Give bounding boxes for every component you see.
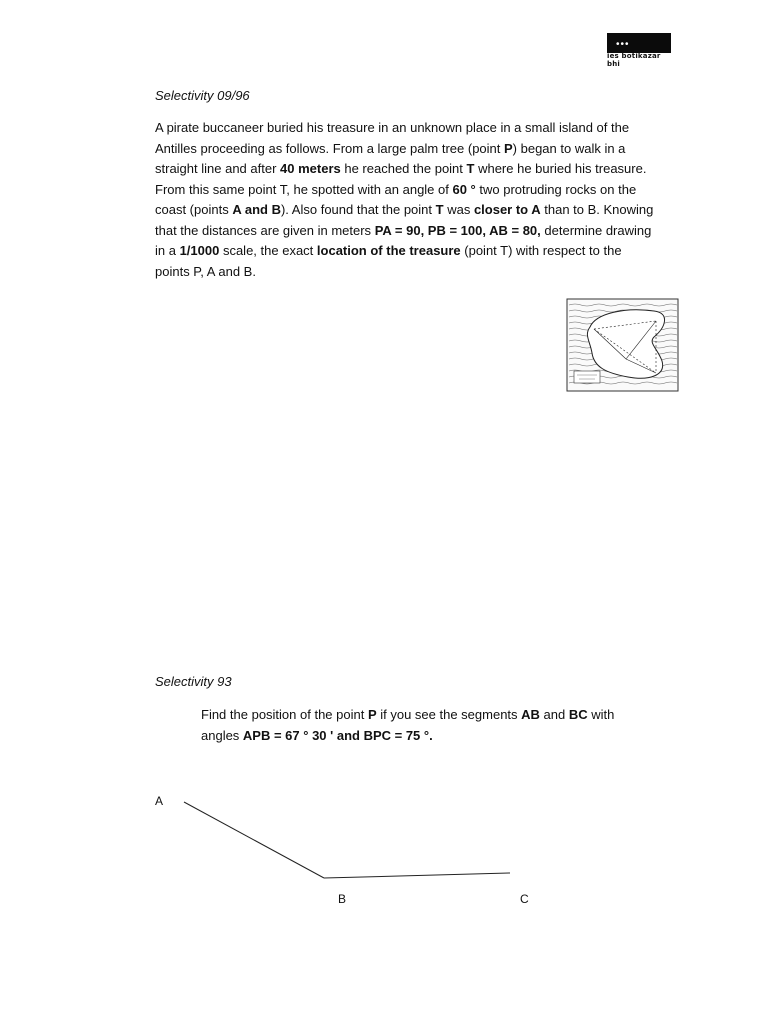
bold-run: P xyxy=(504,140,513,156)
bold-run: 1/1000 xyxy=(179,243,220,258)
text-run: A pirate buccaneer buried his treasure in an unknown place in a small island of the Antilles proceeding as follows. From a large palm tree (point xyxy=(155,120,630,156)
point-b-label: B xyxy=(338,892,347,906)
text-run: ) began to walk in a straight line and after xyxy=(155,140,626,176)
bold-run: APB = 67 ° 30 ' and BPC = 75 °. xyxy=(242,727,433,743)
bold-run: A and B xyxy=(232,202,281,217)
text-run: he reached the point xyxy=(340,161,467,176)
text-run: (point T) with respect to the points P, A and B. xyxy=(155,243,622,279)
bold-run: PA = 90, PB = 100, AB = 80, xyxy=(374,222,541,238)
bold-run: T xyxy=(466,161,475,176)
text-run: two protruding rocks on the coast (points xyxy=(155,181,637,217)
text-run: ). Also found that the point xyxy=(280,202,436,217)
bold-run: closer to A xyxy=(473,202,541,217)
problem2-heading: Selectivity 93 xyxy=(155,674,232,689)
logo-dots: ••• xyxy=(616,39,630,50)
problem1-heading: Selectivity 09/96 xyxy=(155,88,250,103)
point-a-label: A xyxy=(155,794,164,808)
bold-run: 60 ° xyxy=(452,181,476,197)
point-c-label: C xyxy=(520,892,529,906)
text-run: and xyxy=(539,707,569,722)
text-run: was xyxy=(443,202,474,217)
bold-run: P xyxy=(367,707,377,722)
segment-bc xyxy=(324,873,510,878)
text-run: with angles xyxy=(201,707,615,743)
logo-text: ies botikazar bhi xyxy=(607,52,661,68)
text-run: Find the position of the point xyxy=(201,707,368,722)
text-run: determine drawing in a xyxy=(155,222,652,258)
segment-ab xyxy=(184,802,324,878)
bold-run: AB xyxy=(521,707,540,722)
bold-run: BC xyxy=(568,707,588,722)
text-run: if you see the segments xyxy=(376,707,522,722)
bold-run: T xyxy=(435,202,444,217)
text-run: where he buried his treasure. From this same point T, he spotted with an angle of xyxy=(155,161,647,197)
bold-run: location of the treasure xyxy=(316,243,461,258)
text-run: than to B. Knowing that the distances are given in meters xyxy=(155,202,654,238)
bold-run: 40 meters xyxy=(280,161,341,176)
text-run: scale, the exact xyxy=(219,243,317,258)
